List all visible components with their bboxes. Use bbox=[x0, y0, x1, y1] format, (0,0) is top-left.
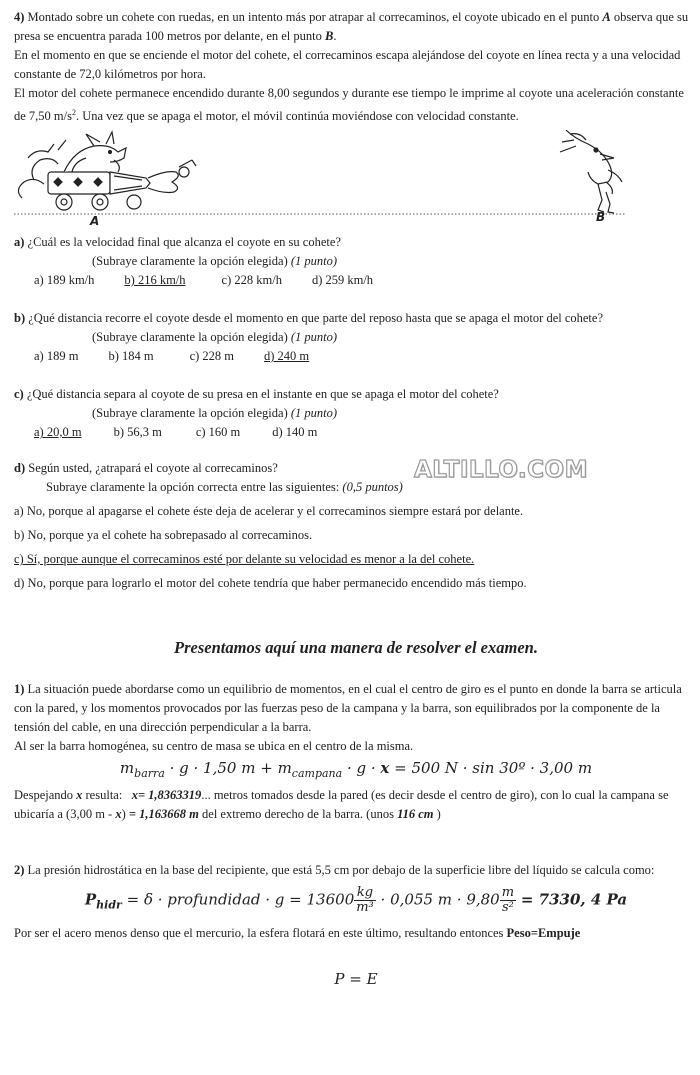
option-c-a-selected[interactable]: a) 20,0 m bbox=[34, 425, 82, 440]
coyote-rocket-icon bbox=[18, 132, 196, 210]
question-b: b) ¿Qué distancia recorre el coyote desde el momento en que parte del reposo hasta que se apaga el motor del cohete? (Subraye claramente la opción elegida) (1 punto) a) 189 m b) 184 m c) 228 m d) 240 m bbox=[14, 309, 698, 366]
option-d-b[interactable]: b) No, porque ya el cohete ha sobrepasado al correcaminos. bbox=[14, 528, 313, 543]
intro-text-4: El motor del cohete permanece encendido durante 8,00 segundos y durante ese tiempo le imprime al coyote una aceleración constante de 7,50 $m/s^2$. Una vez que se apaga el motor, el móvil continúa moviéndose con velocidad constante. bbox=[14, 86, 684, 124]
options-a bbox=[14, 271, 698, 290]
intro-text-3: En el momento en que se enciende el motor del cohete, el correcaminos escapa alejándose del coyote en línea recta y a una velocidad constante de 72,0 kilómetros por hora. bbox=[14, 48, 681, 81]
coyote-roadrunner-illustration bbox=[14, 130, 698, 230]
solution-1: 1) La situación puede abordarse como un equilibrio de momentos, en el cual el centro de giro es el punto en donde la barra se articula con la pared, y los momentos provocados por las fuerzas peso de la campana y la barra, son equilibrados por la componente de la tensión del cable, en una dirección perpendicular a la barra. Al ser la barra homogénea, su centro de masa se ubica en el centro de la misma. $m_{barra} \cdot g \cdot 1,50$ $m + m_{campana} \cdot g \cdot x = 500$ N · sin 30º · 3,00 m Despejando x resulta: x= 1,8363319... metros tomados desde la pared (es decir desde el centro de giro), con lo cual la campana se ubicaría a (3,00 m - x) = 1,163668 m del extremo derecho de la barra. (unos 116 cm ) bbox=[14, 680, 698, 824]
equation-3: P = E bbox=[334, 969, 378, 988]
option-c-c[interactable]: c) 160 m bbox=[195, 425, 241, 440]
options-c bbox=[14, 423, 698, 442]
option-d-a[interactable]: a) No, porque al apagarse el cohete éste deja de acelerar y el correcaminos siempre estará por delante. bbox=[14, 504, 524, 519]
question-d: d) Según usted, ¿atrapará el coyote al correcaminos? Subraye claramente la opción correcta entre las siguientes: (0,5 puntos) a) No, porque al apagarse el cohete éste deja de acelerar y el correcaminos siempre estará por delante. b) No, porque ya el cohete ha sobrepasado al correcaminos. c) Sí, porque aunque el correcaminos esté por delante su velocidad es menor a la del cohete. d) No, porque para lograrlo el motor del cohete tendría que haber permanecido encendido más tiempo. bbox=[14, 459, 698, 593]
solution-1-result: Despejando x resulta: x= 1,8363319... metros tomados desde la pared (es decir desde el centro de giro), con lo cual la campana se ubicaría a (3,00 m - x) = 1,163668 m del extremo derecho de la barra. (unos 116 cm ) bbox=[14, 788, 669, 822]
label-b: B bbox=[596, 210, 606, 225]
option-b-c[interactable]: c) 228 m bbox=[189, 349, 235, 364]
option-b-d-selected[interactable]: d) 240 m bbox=[264, 349, 310, 364]
question-a: a) ¿Cuál es la velocidad final que alcanza el coyote en su cohete? (Subraye claramente la opción elegida) (1 punto) a) 189 km/h b) 216 km/h c) 228 km/h d) 259 km/h bbox=[14, 233, 698, 290]
option-d-d[interactable]: d) No, porque para lograrlo el motor del cohete tendría que haber permanecido encendido más tiempo. bbox=[14, 576, 527, 591]
question-c: c) ¿Qué distancia separa al coyote de su presa en el instante en que se apaga el motor del cohete? (Subraye claramente la opción elegida) (1 punto) a) 20,0 m b) 56,3 m c) 160 m d) 140 m bbox=[14, 385, 698, 442]
point-a: A bbox=[602, 10, 611, 24]
option-c-d[interactable]: d) 140 m bbox=[272, 425, 318, 440]
option-a-a[interactable]: a) 189 km/h bbox=[34, 273, 95, 288]
equation-1: $m_{barra} \cdot g \cdot 1,50$ $m + m_{campana} \cdot g \cdot x = 500$ N · sin 30º · 3,00 m bbox=[119, 759, 593, 781]
intro-text-1: Montado sobre un cohete con ruedas, en un intento más por atrapar al correcaminos, el coyote ubicado en el punto bbox=[27, 10, 600, 24]
problem-intro: 4) Montado sobre un cohete con ruedas, en un intento más por atrapar al correcaminos, el coyote ubicado en el punto A observa que su presa se encuentra parada 100 metros por delante, en el punto B. bbox=[14, 10, 689, 43]
options-b bbox=[14, 347, 698, 366]
exam-page bbox=[14, 8, 698, 991]
label-a: A bbox=[90, 214, 100, 229]
option-b-b[interactable]: b) 184 m bbox=[108, 349, 154, 364]
intro-text-2: observa que su presa se encuentra parada 100 metros por delante, en el punto bbox=[14, 10, 689, 43]
roadrunner-icon bbox=[560, 130, 622, 213]
solution-heading: Presentamos aquí una manera de resolver el examen. bbox=[174, 638, 538, 658]
problem-number: 4) bbox=[14, 10, 25, 24]
option-a-b-selected[interactable]: b) 216 km/h bbox=[124, 273, 186, 288]
solution-2: 2) La presión hidrostática en la base del recipiente, que está 5,5 cm por debajo de la superficie libre del líquido se calcula como: $P_{hidr} = \delta$ · profundidad · g = 13600 $\frac{kg}{\text{m³}}$ · 0,055 m · 9,80 $\frac{m}{\text{s²}}$ = 7330, 4 Pa Por ser el acero menos denso que el mercurio, la esfera flotará en este último, resultando entonces Peso=Empuje P = E bbox=[14, 861, 698, 991]
option-b-a[interactable]: a) 189 m bbox=[34, 349, 79, 364]
solution-2-text2: Por ser el acero menos denso que el mercurio, la esfera flotará en este último, resultando entonces Peso=Empuje bbox=[14, 925, 581, 940]
option-c-b[interactable]: b) 56,3 m bbox=[113, 425, 162, 440]
option-a-d[interactable]: d) 259 km/h bbox=[311, 273, 374, 288]
watermark: ALTILLO.COM bbox=[414, 457, 588, 483]
option-d-c-selected[interactable]: c) Sí, porque aunque el correcaminos esté por delante su velocidad es menor a la del cohete. bbox=[14, 552, 475, 567]
option-a-c[interactable]: c) 228 km/h bbox=[221, 273, 282, 288]
point-b: B bbox=[325, 29, 334, 43]
equation-2: $P_{hidr} = \delta$ · profundidad · g = 13600 $\frac{kg}{\text{m³}}$ · 0,055 m · 9,80 $\frac{m}{\text{s²}}$ = 7330, 4 Pa bbox=[84, 885, 628, 916]
